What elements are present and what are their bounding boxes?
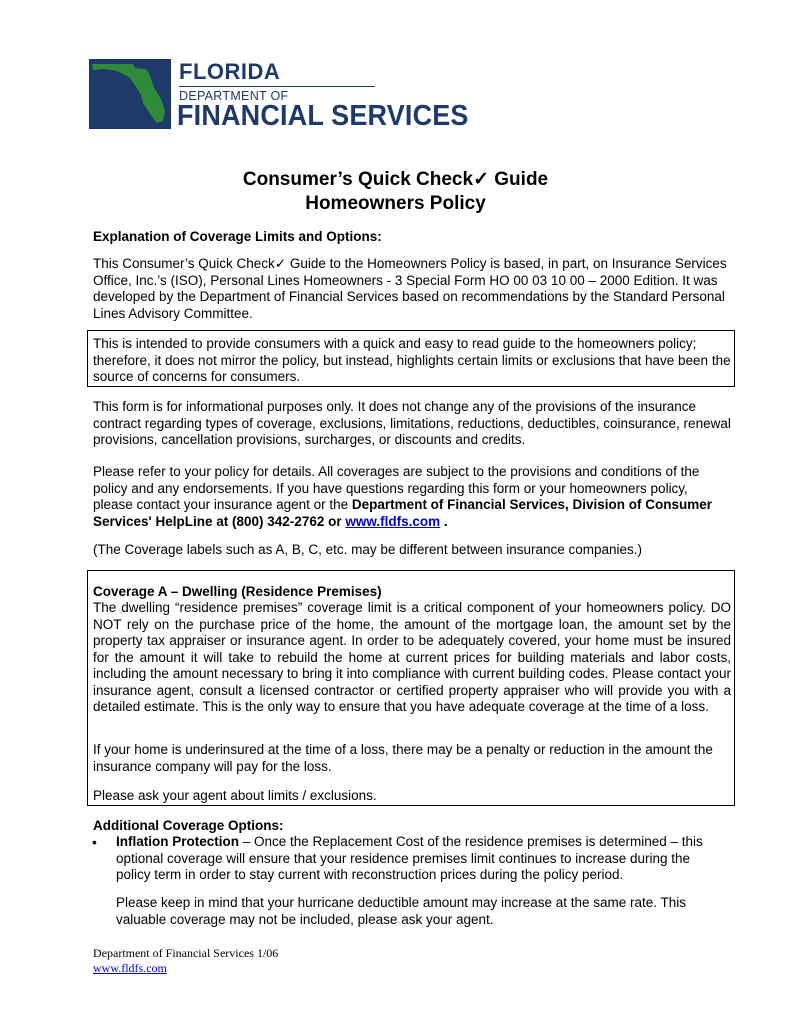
logo-divider [179, 86, 375, 87]
footer-text: Department of Financial Services 1/06 [93, 946, 279, 960]
coverage-a-underinsured: If your home is underinsured at the time of a loss, there may be a penalty or reduction in the amount the insurance company will pay for the loss. [93, 742, 713, 774]
inflation-protection-text: – Once the Replacement Cost of the residence premises is determined – this optional coverage will ensure that your residence premises limit continues to increase during the policy term in order to stay current with reconstruction prices during the policy period. [116, 834, 703, 882]
page-title [0, 168, 791, 191]
logo-financial-services-text: FINANCIAL SERVICES [177, 100, 469, 132]
fldfs-link[interactable]: www.fldfs.com [345, 513, 441, 529]
title-suffix: Guide [489, 169, 549, 190]
inflation-protection-note: Please keep in mind that your hurricane deductible amount may increase at the same rate. This valuable coverage may not be included, please ask your agent. [116, 895, 687, 927]
intent-text: This is intended to provide consumers with a quick and easy to read guide to the homeowners policy; therefore, it does not mirror the policy, but instead, highlights certain limits or exclusions that have been the source of concerns for consumers. [93, 336, 731, 384]
explanation-text-a: This Consumer’s Quick Check [93, 256, 275, 271]
coverage-a-paragraph: The dwelling “residence premises” coverage limit is a critical component of your homeowners policy. DO NOT rely on the purchase price of the home, the amount of the mortgage loan, the amount set by the property tax appraiser or insurance agent. In order to be adequately covered, your home must be insured for the amount it will take to rebuild the home at current prices for building materials and labor costs, including the amount necessary to bring it into compliance with current building codes. Please contact your insurance agent, consult a licensed contractor or certified property appraiser who will provide you with a detailed estimate. This is the only way to ensure that you have adequate coverage at the time of a loss. [93, 600, 731, 714]
explanation-text-b: Guide to the Homeowners Policy is based, in part, on Insurance Services Office, Inc.’s (ISO), Personal Lines Homeowners - 3 Special Form HO 00 03 10 00 – 2000 Edition. It was developed by the Department of Financial Services based on recommendations by the Standard Personal Lines Advisory Committee. [93, 256, 727, 321]
labels-note: (The Coverage labels such as A, B, C, etc. may be different between insurance companies.) [93, 542, 643, 557]
bullet-icon: • [92, 834, 97, 850]
checkmark-icon: ✓ [274, 256, 287, 271]
explanation-paragraph [93, 256, 731, 322]
title-text: Consumer’s Quick Check [242, 169, 474, 190]
inflation-protection-item [116, 834, 727, 884]
footer-link[interactable]: www.fldfs.com [93, 961, 167, 975]
explanation-heading: Explanation of Coverage Limits and Options: [93, 229, 382, 244]
coverage-a-ask-agent: Please ask your agent about limits / exclusions. [93, 788, 377, 803]
helpline-text: Department of Financial Services, Division of Consumer Services' HelpLine at (800) 342-2762 or [93, 497, 713, 529]
refer-paragraph [93, 464, 731, 530]
informational-paragraph: This form is for informational purposes only. It does not change any of the provisions of the insurance contract regarding types of coverage, exclusions, limitations, reductions, deductibles, coinsurance, renewal provisions, cancellation provisions, surcharges, or discounts and credits. [93, 399, 731, 447]
inflation-protection-title: Inflation Protection [116, 834, 239, 849]
additional-heading: Additional Coverage Options: [93, 818, 284, 833]
page-subtitle: Homeowners Policy [305, 193, 486, 214]
refer-end: . [440, 513, 448, 529]
refer-text: Please refer to your policy for details. All coverages are subject to the provisions and conditions of the policy and any endorsements. If you have questions regarding this form or your homeowners policy, please contact your insurance agent or the [93, 464, 700, 512]
logo-department-text: DEPARTMENT OF [179, 89, 289, 103]
logo-florida-text: FLORIDA [179, 59, 281, 84]
checkmark-icon: ✓ [473, 169, 489, 190]
florida-map-icon [89, 59, 171, 129]
coverage-a-heading: Coverage A – Dwelling (Residence Premises) [93, 584, 382, 599]
dfs-logo [89, 59, 469, 133]
